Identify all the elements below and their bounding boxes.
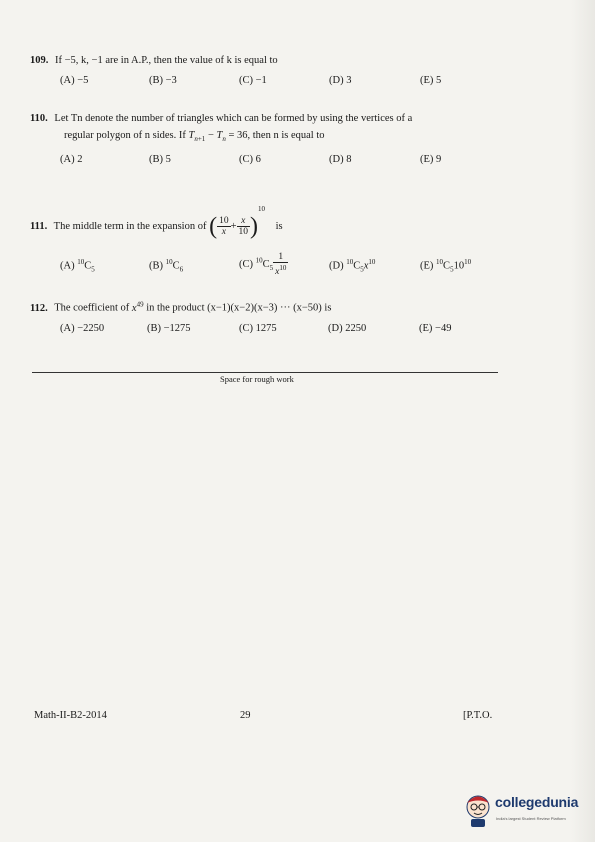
options-row bbox=[30, 252, 555, 282]
mascot-icon bbox=[462, 792, 494, 828]
option-e[interactable]: (E) 9 bbox=[420, 154, 442, 166]
question-number: 111. bbox=[30, 221, 48, 232]
options-row bbox=[30, 75, 555, 91]
logo-wordmark: collegedunia bbox=[495, 794, 579, 810]
question-stem bbox=[30, 110, 555, 127]
rough-work-divider bbox=[32, 372, 498, 373]
logo-tagline: India's largest Student Review Platform bbox=[496, 816, 566, 821]
rough-work-label: Space for rough work bbox=[220, 374, 294, 384]
binomial-expression: ( $\frac{10}{x}$ + $\frac{x}{10}$ )$^{10}$ bbox=[209, 205, 265, 240]
page-number: 29 bbox=[240, 710, 251, 721]
options-row bbox=[30, 323, 555, 339]
equation: $T_{n+1} - T_n$ bbox=[188, 130, 226, 144]
question-text-line1: Let Tn denote the number of triangles which can be formed by using the vertices of a bbox=[54, 113, 413, 124]
question-110 bbox=[30, 110, 555, 170]
question-111 bbox=[30, 192, 555, 282]
question-number: 110. bbox=[30, 113, 48, 124]
option-b[interactable]: (B) $^{10}C_6$ bbox=[149, 258, 184, 274]
options-row bbox=[30, 154, 555, 170]
question-text-a: regular polygon of n sides. If bbox=[64, 130, 186, 141]
option-a[interactable]: (A) 2 bbox=[60, 154, 83, 166]
question-stem-line2 bbox=[30, 127, 555, 148]
option-d[interactable]: (D) 2250 bbox=[328, 322, 367, 334]
question-text-b: in the product (x−1)(x−2)(x−3) ··· (x−50) is bbox=[146, 302, 332, 314]
option-d[interactable]: (D) 3 bbox=[329, 75, 352, 86]
variable-power: $x^{49}$ bbox=[131, 300, 144, 314]
question-109 bbox=[30, 52, 555, 91]
option-b[interactable]: (B) 5 bbox=[149, 154, 171, 166]
option-c[interactable]: (C) 1275 bbox=[239, 322, 277, 334]
pto-label: [P.T.O. bbox=[463, 710, 493, 721]
option-b[interactable]: (B) −1275 bbox=[147, 322, 191, 334]
option-d[interactable]: (D) $^{10}C_5x^{10}$ bbox=[329, 258, 376, 274]
question-text-b: is bbox=[275, 221, 283, 232]
option-e[interactable]: (E) −49 bbox=[419, 322, 452, 334]
question-text: If −5, k, −1 are in A.P., then the value of k is equal to bbox=[55, 55, 278, 66]
question-text-a: The coefficient of bbox=[54, 302, 130, 314]
question-number: 109. bbox=[30, 55, 49, 66]
question-stem bbox=[30, 296, 555, 317]
question-text-b: = 36, then n is equal to bbox=[228, 130, 325, 141]
option-c[interactable]: (C) −1 bbox=[239, 75, 267, 86]
option-a[interactable]: (A) −5 bbox=[60, 75, 89, 86]
collegedunia-logo bbox=[462, 790, 587, 834]
option-d[interactable]: (D) 8 bbox=[329, 154, 352, 166]
question-stem bbox=[30, 192, 555, 244]
option-c[interactable]: (C) $^{10}C_5$ $\frac{1}{x^{10}}$ bbox=[239, 252, 287, 278]
option-e[interactable]: (E) $^{10}C_510^{10}$ bbox=[420, 258, 472, 274]
option-b[interactable]: (B) −3 bbox=[149, 75, 177, 86]
fraction: $\frac{x}{10}$ bbox=[238, 216, 248, 238]
option-e[interactable]: (E) 5 bbox=[420, 75, 442, 86]
fraction: $\frac{10}{x}$ bbox=[219, 216, 229, 238]
page-edge-shadow bbox=[571, 0, 595, 842]
question-112 bbox=[30, 296, 555, 339]
question-stem bbox=[30, 52, 555, 69]
question-number: 112. bbox=[30, 302, 48, 314]
exam-code: Math-II-B2-2014 bbox=[34, 710, 107, 721]
option-c[interactable]: (C) 6 bbox=[239, 154, 261, 166]
option-a[interactable]: (A) $^{10}C_5$ bbox=[60, 258, 95, 274]
option-a[interactable]: (A) −2250 bbox=[60, 322, 105, 334]
question-text-a: The middle term in the expansion of bbox=[53, 221, 207, 232]
